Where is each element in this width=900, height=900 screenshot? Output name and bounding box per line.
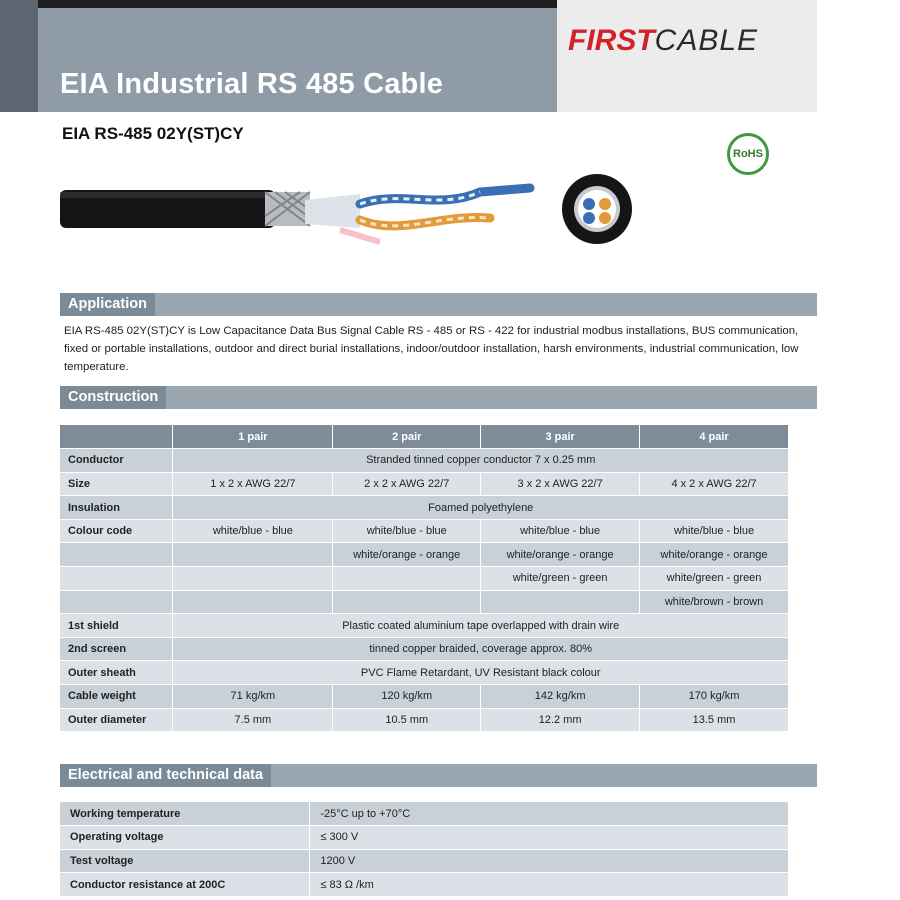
cell-empty <box>333 567 481 591</box>
rohs-badge-icon <box>727 133 769 175</box>
cell: Stranded tinned copper conductor 7 x 0.25 mm <box>173 449 789 473</box>
table-row <box>60 685 789 709</box>
electrical-heading: Electrical and technical data <box>60 764 271 787</box>
cell: ≤ 83 Ω /km <box>310 873 789 897</box>
application-heading: Application <box>60 293 155 316</box>
header-4-pair: 4 pair <box>640 425 789 449</box>
cell: 10.5 mm <box>333 708 481 732</box>
table-row <box>60 496 789 520</box>
cell: 7.5 mm <box>173 708 333 732</box>
table-row <box>60 637 789 661</box>
cell: white/blue - blue <box>333 519 481 543</box>
cell: 3 x 2 x AWG 22/7 <box>481 472 640 496</box>
cell: white/green - green <box>640 567 789 591</box>
table-header-row <box>60 425 789 449</box>
row-label: 2nd screen <box>60 637 173 661</box>
top-dark-bar <box>0 0 557 8</box>
cell: white/green - green <box>481 567 640 591</box>
cell: 13.5 mm <box>640 708 789 732</box>
product-code: EIA RS-485 02Y(ST)CY <box>62 124 244 143</box>
table-row <box>60 614 789 638</box>
cell: white/blue - blue <box>173 519 333 543</box>
row-label: Operating voltage <box>60 826 310 850</box>
construction-section-header <box>60 386 817 409</box>
cell: white/orange - orange <box>481 543 640 567</box>
table-row <box>60 802 789 826</box>
page-title: EIA Industrial RS 485 Cable <box>60 68 444 100</box>
table-row <box>60 590 789 614</box>
cell: white/orange - orange <box>333 543 481 567</box>
cell: Foamed polyethylene <box>173 496 789 520</box>
construction-heading: Construction <box>60 386 166 409</box>
row-label: Outer diameter <box>60 708 173 732</box>
cell-empty <box>173 543 333 567</box>
cable-illustration-icon <box>60 170 540 250</box>
cell: white/blue - blue <box>481 519 640 543</box>
cell: white/orange - orange <box>640 543 789 567</box>
cell-empty <box>333 590 481 614</box>
cell: -25°C up to +70°C <box>310 802 789 826</box>
application-section-header <box>60 293 817 316</box>
header-2-pair: 2 pair <box>333 425 481 449</box>
table-row <box>60 519 789 543</box>
cell-empty <box>60 543 173 567</box>
cell: white/blue - blue <box>640 519 789 543</box>
row-label: 1st shield <box>60 614 173 638</box>
row-label: Test voltage <box>60 849 310 873</box>
electrical-section-header <box>60 764 817 787</box>
cell: 170 kg/km <box>640 685 789 709</box>
logo-first: FIRST <box>568 24 655 57</box>
row-label: Conductor resistance at 200C <box>60 873 310 897</box>
row-label: Working temperature <box>60 802 310 826</box>
cell: 4 x 2 x AWG 22/7 <box>640 472 789 496</box>
cell-empty <box>481 590 640 614</box>
cell: 2 x 2 x AWG 22/7 <box>333 472 481 496</box>
cell: tinned copper braided, coverage approx. 80% <box>173 637 789 661</box>
row-label: Size <box>60 472 173 496</box>
table-row <box>60 472 789 496</box>
electrical-table <box>60 802 789 897</box>
table-row <box>60 567 789 591</box>
header-1-pair: 1 pair <box>173 425 333 449</box>
cell-empty <box>60 567 173 591</box>
row-label: Outer sheath <box>60 661 173 685</box>
table-row <box>60 849 789 873</box>
row-label: Cable weight <box>60 685 173 709</box>
table-row <box>60 826 789 850</box>
cell-empty <box>173 590 333 614</box>
table-row <box>60 449 789 473</box>
cell-empty <box>173 567 333 591</box>
table-row <box>60 543 789 567</box>
brand-logo <box>568 24 758 58</box>
table-row <box>60 661 789 685</box>
rohs-label: RoHS <box>733 148 763 160</box>
cell: 142 kg/km <box>481 685 640 709</box>
header-3-pair: 3 pair <box>481 425 640 449</box>
cell: Plastic coated aluminium tape overlapped with drain wire <box>173 614 789 638</box>
cell: 71 kg/km <box>173 685 333 709</box>
header-empty <box>60 425 173 449</box>
cell: 1 x 2 x AWG 22/7 <box>173 472 333 496</box>
construction-table <box>60 425 789 732</box>
cable-cross-section-icon <box>560 172 634 246</box>
cell: 12.2 mm <box>481 708 640 732</box>
logo-cable: CABLE <box>654 24 759 57</box>
row-label: Insulation <box>60 496 173 520</box>
table-row <box>60 873 789 897</box>
row-label: Conductor <box>60 449 173 473</box>
cell: 1200 V <box>310 849 789 873</box>
table-row <box>60 708 789 732</box>
left-accent-strip <box>0 0 38 112</box>
cell: white/brown - brown <box>640 590 789 614</box>
application-text: EIA RS-485 02Y(ST)CY is Low Capacitance Data Bus Signal Cable RS - 485 or RS - 422 for industrial modbus installations, BUS communication, fixed or portable installations, outdoor and direct burial installations, indoor/outdoor installation, harsh environments, industrial communication, low temperature. <box>64 325 799 373</box>
cell: ≤ 300 V <box>310 826 789 850</box>
cell: 120 kg/km <box>333 685 481 709</box>
cell: PVC Flame Retardant, UV Resistant black colour <box>173 661 789 685</box>
cell-empty <box>60 590 173 614</box>
row-label: Colour code <box>60 519 173 543</box>
